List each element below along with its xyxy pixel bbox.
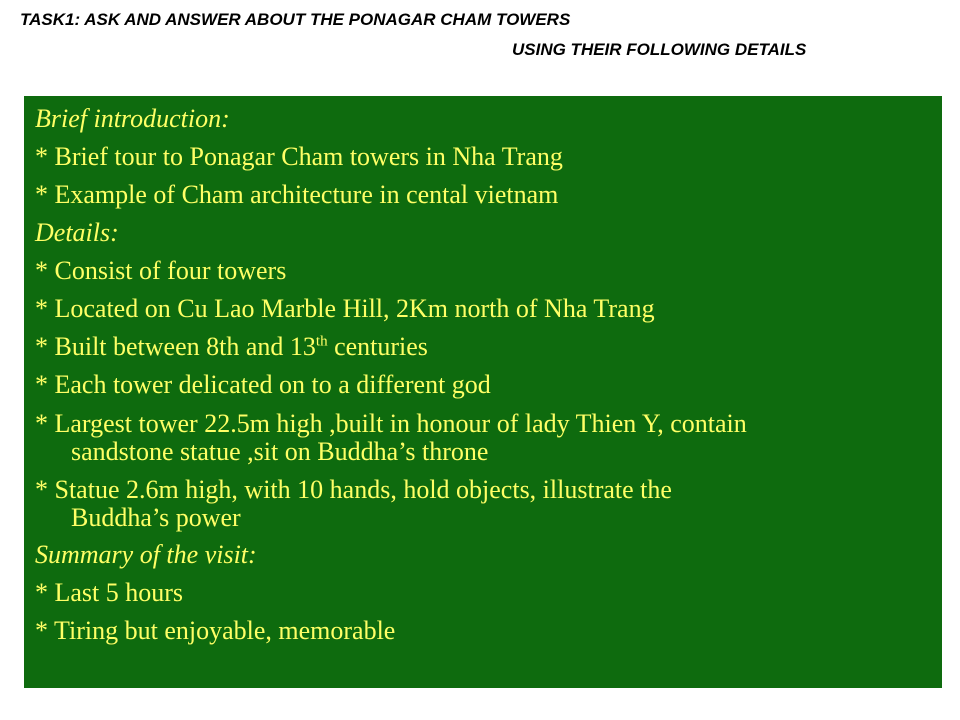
summary-heading: Summary of the visit:	[35, 540, 257, 569]
built-suffix: centuries	[327, 332, 428, 361]
detail-item-statue	[35, 470, 942, 536]
content-panel	[24, 96, 942, 688]
intro-item-architecture: * Example of Cham architecture in cental vietnam	[35, 180, 559, 209]
intro-heading: Brief introduction:	[35, 104, 230, 133]
task-title-line-1: TASK1: ASK AND ANSWER ABOUT THE PONAGAR CHAM TOWERS	[20, 10, 571, 29]
intro-item-tour: * Brief tour to Ponagar Cham towers in Nha Trang	[35, 142, 563, 171]
task-title	[0, 0, 960, 96]
built-superscript: th	[315, 333, 328, 350]
task-title-line-2: USING THEIR FOLLOWING DETAILS	[512, 40, 807, 59]
summary-item-duration: * Last 5 hours	[35, 578, 184, 607]
detail-item-four-towers: * Consist of four towers	[35, 256, 287, 285]
detail-item-location: * Located on Cu Lao Marble Hill, 2Km north of Nha Trang	[35, 294, 655, 323]
summary-item-impression: * Tiring but enjoyable, memorable	[35, 616, 396, 645]
detail-item-built	[35, 328, 942, 366]
largest-tower-line-2: sandstone statue ,sit on Buddha’s throne	[71, 437, 489, 466]
detail-item-each-tower: * Each tower delicated on to a different god	[35, 370, 491, 399]
detail-item-largest-tower	[35, 404, 942, 470]
built-prefix: * Built between 8th and 13	[35, 332, 316, 361]
statue-line-1: * Statue 2.6m high, with 10 hands, hold objects, illustrate the	[35, 475, 672, 504]
largest-tower-line-1: * Largest tower 22.5m high ,built in honour of lady Thien Y, contain	[35, 409, 747, 438]
statue-line-2: Buddha’s power	[71, 503, 241, 532]
details-heading: Details:	[35, 218, 119, 247]
